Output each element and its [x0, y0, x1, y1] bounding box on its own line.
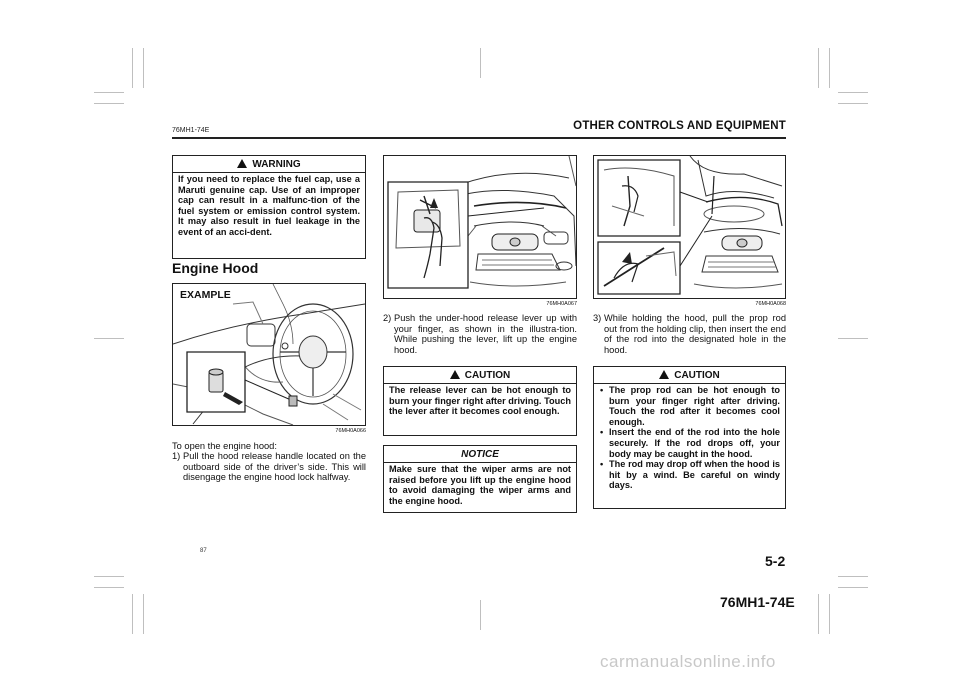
dashboard-illustration: [173, 284, 365, 425]
caution-item: • Insert the end of the rod into the hole securely. If the rod drops off, your body may be caught in the hood.: [599, 427, 780, 459]
step-2-text: Push the under-hood release lever up with your finger, as shown in the illustra-tion. While pushing the lever, lift up the engine hood.: [394, 313, 577, 355]
header-rule: [172, 137, 786, 139]
figure-prop-rod: [593, 155, 786, 299]
caution-item: • The rod may drop off when the hood is hit by a wind. Be careful on windy days.: [599, 459, 780, 491]
section-heading: Engine Hood: [172, 260, 259, 276]
notice-box: [383, 445, 577, 513]
caution-icon: [450, 370, 460, 379]
figure3-caption: 76MH0A068: [755, 301, 786, 307]
step-3-text: While holding the hood, pull the prop rod out from the holding clip, then insert the end of the rod into the designated hole in the hood.: [604, 313, 786, 355]
step-1-text: Pull the hood release handle located on the outboard side of the driver’s side. This will disengage the engine hood lock halfway.: [183, 451, 366, 483]
header-section-title: OTHER CONTROLS AND EQUIPMENT: [573, 120, 786, 132]
hood-open-illustration: [594, 156, 785, 298]
caution-label: CAUTION: [464, 370, 511, 381]
figure1-caption: 76MH0A066: [335, 428, 366, 434]
caution-header: [384, 367, 576, 383]
caution-item: • The prop rod can be hot enough to burn your finger right after driving. Touch the rod after it becomes cool enough.: [599, 385, 780, 427]
figure-hood-release-handle: [172, 283, 366, 426]
intro-text: To open the engine hood:: [172, 441, 277, 451]
caution-text: The release lever can be hot enough to burn your finger right after driving. Touch the lever after it becomes cool enough.: [389, 385, 571, 417]
notice-label: NOTICE: [461, 449, 499, 460]
header-doc-code: 76MH1-74E: [172, 127, 210, 134]
caution-box-lever: [383, 366, 577, 436]
caution-icon: [659, 370, 669, 379]
small-page-number: 87: [200, 548, 207, 554]
page-number: 5-2: [765, 553, 786, 569]
caution-header: [594, 367, 785, 383]
step-1-number: 1): [172, 451, 181, 461]
caution-list: [594, 384, 785, 495]
step-2: [383, 313, 577, 361]
figure2-caption: 76MH0A067: [546, 301, 577, 307]
caution-label: CAUTION: [674, 370, 720, 381]
caution-box-prop-rod: [593, 366, 786, 509]
footer-doc-id: 76MH1-74E: [720, 594, 795, 610]
warning-label: WARNING: [252, 159, 301, 170]
watermark: carmanualsonline.info: [600, 652, 776, 671]
step-3-number: 3): [593, 313, 602, 323]
warning-icon: [237, 159, 247, 168]
car-front-illustration: [384, 156, 576, 298]
step-2-number: 2): [383, 313, 392, 323]
warning-text: If you need to replace the fuel cap, use a Maruti genuine cap. Use of an improper cap can result in a malfunc-tion of the fuel system or emission control system. It may also result in fuel leakage in the event of an acci-dent.: [178, 174, 360, 237]
warning-header: [173, 156, 365, 172]
notice-text: Make sure that the wiper arms are not raised before you lift up the engine hood to avoid damaging the wiper arms and the engine hood.: [389, 464, 571, 506]
warning-box: [172, 155, 366, 259]
step-3: [593, 313, 786, 361]
figure-example-label: EXAMPLE: [180, 289, 231, 301]
figure-under-hood-lever: [383, 155, 577, 299]
step-1: [172, 451, 366, 501]
